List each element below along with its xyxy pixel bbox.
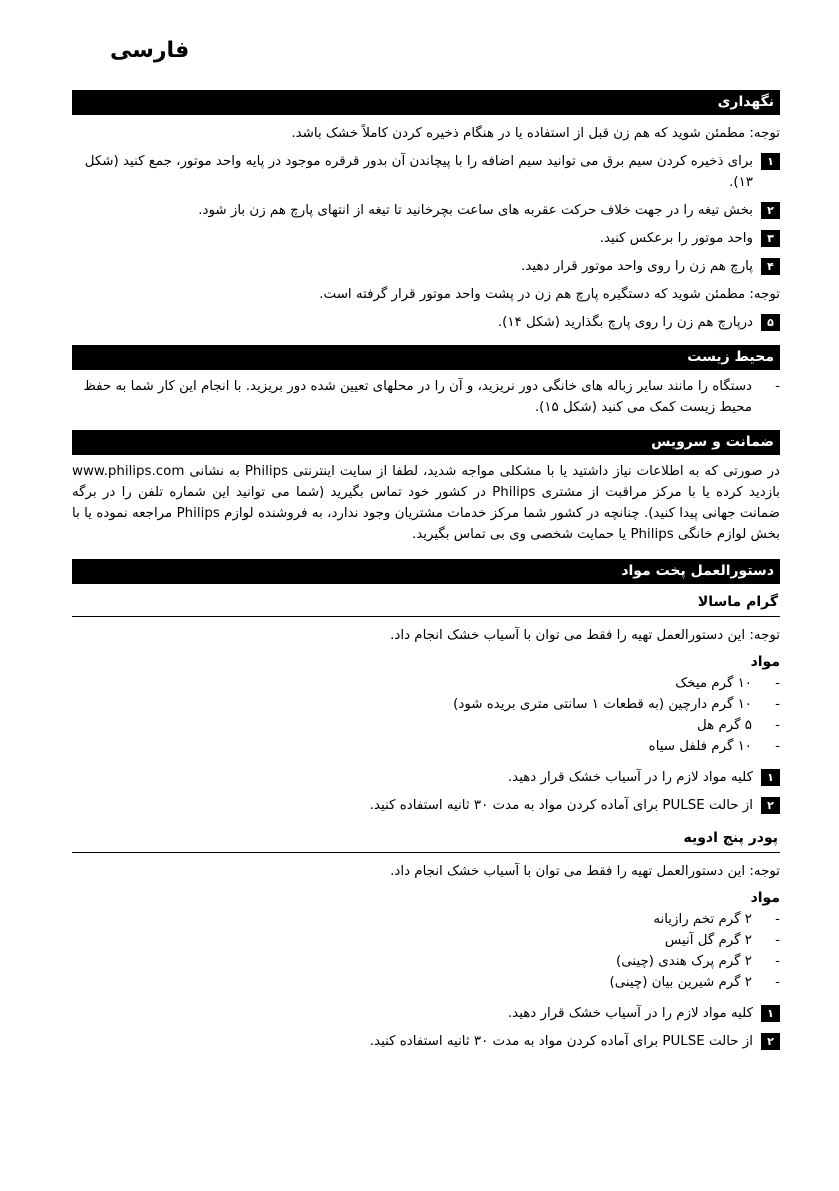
step-text: برای ذخیره کردن سیم برق می توانید سیم اضافه را با پیچاندن آن بدور قرقره موجود در پایه واحد موتور، جمع کنید (شکل ۱۳).	[84, 154, 753, 190]
step-number: ۴	[761, 258, 780, 275]
step-number: ۱	[761, 153, 780, 170]
ingredient-item	[72, 715, 780, 736]
storage-step-4	[72, 256, 780, 277]
ingredient-text: ۱۰ گرم فلفل سیاه	[648, 739, 752, 754]
step-text: پارچ هم زن را روی واحد موتور قرار دهید.	[521, 259, 753, 274]
ingredient-text: ۱۰ گرم میخک	[675, 676, 752, 691]
ingredient-text: ۲ گرم پرک هندی (چینی)	[616, 954, 752, 969]
ingredient-item	[72, 930, 780, 951]
ingredient-item	[72, 951, 780, 972]
environment-text: دستگاه را مانند سایر زباله های خانگی دور نریزید، و آن را در محلهای تعیین شده دور بریزید. با انجام این کار شما به حفظ محیط زیست کمک می کنید (شکل ۱۵).	[83, 379, 752, 415]
storage-heading: نگهداری	[72, 90, 780, 115]
five-spice-title: پودر پنج ادویه	[72, 824, 780, 853]
dash-marker: -	[775, 379, 780, 394]
ingredient-text: ۱۰ گرم دارچین (به قطعات ۱ سانتی متری بریده شود)	[453, 697, 752, 712]
environment-item	[72, 376, 780, 418]
step-number: ۵	[761, 314, 780, 331]
garam-note: توجه: این دستورالعمل تهیه را فقط می توان با آسیاب خشک انجام داد.	[390, 628, 780, 643]
dash-marker: -	[775, 954, 780, 969]
step-number: ۳	[761, 230, 780, 247]
step-text: از حالت PULSE برای آماده کردن مواد به مدت ۳۰ ثانیه استفاده کنید.	[369, 798, 753, 813]
storage-step-1	[72, 151, 780, 193]
ingredient-item	[72, 972, 780, 993]
ingredient-item	[72, 694, 780, 715]
content-column	[72, 90, 780, 1052]
language-title: فارسی	[110, 38, 190, 63]
dash-marker: -	[775, 676, 780, 691]
storage-note-2: توجه: مطمئن شوید که دستگیره پارچ هم زن در پشت واحد موتور قرار گرفته است.	[319, 287, 780, 302]
warranty-text: در صورتی که به اطلاعات نیاز داشتید یا با مشکلی مواجه شدید، لطفا از سایت اینترنتی Philips به نشانی www.philips.com بازدید کرده یا با مرکز مراقبت از مشتری Philips در کشور خود تماس بگیرید (شما می توانید این شماره تلفن را در برگه ضمانت جهانی پیدا کنید). چنانچه در کشور شما مرکز خدمات مشتریان وجود ندارد، به فروشنده لوازم Philips مراجعه نموده یا با بخش لوازم خانگی Philips یا حمایت شخصی وی بی تماس بگیرید.	[72, 464, 781, 542]
dash-marker: -	[775, 697, 780, 712]
step-number: ۲	[761, 202, 780, 219]
storage-note-1: توجه: مطمئن شوید که هم زن قبل از استفاده یا در هنگام ذخیره کردن کاملاً خشک باشد.	[291, 126, 780, 141]
dash-marker: -	[775, 912, 780, 927]
five-spice-step-1	[72, 1003, 780, 1024]
garam-step-1	[72, 767, 780, 788]
five-spice-step-2	[72, 1031, 780, 1052]
ingredient-text: ۲ گرم شیرین بیان (چینی)	[609, 975, 752, 990]
step-number: ۱	[761, 769, 780, 786]
storage-step-5	[72, 312, 780, 333]
five-spice-ingredients-title: مواد	[750, 890, 780, 906]
dash-marker: -	[775, 739, 780, 754]
recipes-heading: دستورالعمل پخت مواد	[72, 559, 780, 584]
warranty-heading: ضمانت و سرویس	[72, 430, 780, 455]
ingredient-item	[72, 909, 780, 930]
step-number: ۲	[761, 1033, 780, 1050]
step-text: واحد موتور را برعکس کنید.	[599, 231, 753, 246]
garam-step-2	[72, 795, 780, 816]
garam-ingredients-title: مواد	[750, 654, 780, 670]
step-text: بخش تیغه را در جهت خلاف حرکت عقربه های ساعت بچرخانید تا تیغه از انتهای پارچ هم زن باز شود.	[198, 203, 753, 218]
garam-masala-title: گرام ماسالا	[72, 588, 780, 617]
environment-heading: محیط زیست	[72, 345, 780, 370]
dash-marker: -	[775, 933, 780, 948]
step-number: ۱	[761, 1005, 780, 1022]
step-text: کلیه مواد لازم را در آسیاب خشک قرار دهید.	[507, 770, 753, 785]
step-number: ۲	[761, 797, 780, 814]
five-spice-note: توجه: این دستورالعمل تهیه را فقط می توان با آسیاب خشک انجام داد.	[390, 864, 780, 879]
step-text: از حالت PULSE برای آماده کردن مواد به مدت ۳۰ ثانیه استفاده کنید.	[369, 1034, 753, 1049]
ingredient-item	[72, 673, 780, 694]
ingredient-text: ۲ گرم گل آنیس	[664, 933, 752, 948]
ingredient-text: ۲ گرم تخم رازیانه	[653, 912, 752, 927]
storage-step-3	[72, 228, 780, 249]
step-text: کلیه مواد لازم را در آسیاب خشک قرار دهید.	[507, 1006, 753, 1021]
dash-marker: -	[775, 718, 780, 733]
storage-step-2	[72, 200, 780, 221]
dash-marker: -	[775, 975, 780, 990]
ingredient-item	[72, 736, 780, 757]
ingredient-text: ۵ گرم هل	[697, 718, 752, 733]
step-text: درپارچ هم زن را روی پارچ بگذارید (شکل ۱۴).	[497, 315, 753, 330]
